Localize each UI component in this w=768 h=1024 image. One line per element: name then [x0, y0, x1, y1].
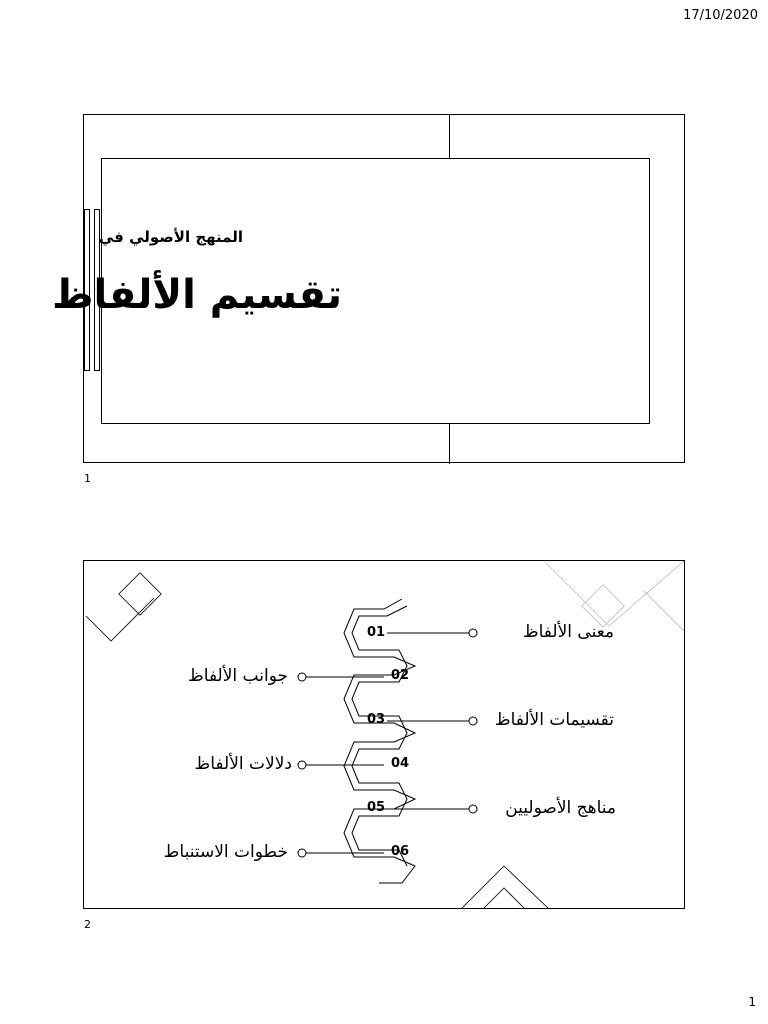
item-number-05: 05 — [366, 800, 386, 815]
item-label-03: تقسيمات الألفاظ — [494, 710, 614, 730]
item-label-01: معنى الألفاظ — [522, 622, 614, 642]
print-date: 17/10/2020 — [683, 8, 758, 23]
corner-decoration-top-right — [546, 561, 684, 631]
item-label-02: جوانب الألفاظ — [188, 666, 288, 686]
slide-2-number: 2 — [84, 918, 91, 931]
item-number-04: 04 — [390, 756, 410, 771]
item-number-01: 01 — [366, 625, 386, 640]
slide-1-divider-bottom — [449, 424, 450, 464]
slide-1-divider-top — [449, 114, 450, 158]
slide-2-frame — [83, 560, 685, 909]
item-number-03: 03 — [366, 712, 386, 727]
item-number-06: 06 — [390, 844, 410, 859]
corner-decoration-top-left — [86, 573, 161, 641]
item-label-05: مناهج الأصوليين — [505, 798, 616, 818]
page-number: 1 — [748, 995, 756, 1009]
corner-decoration-bottom — [460, 866, 550, 909]
slide-1-subtitle: المنهج الأصولي في — [98, 228, 243, 246]
slide-1-title: تقسيم الألفاظ — [52, 272, 342, 318]
timeline-path — [298, 599, 477, 883]
item-label-04: دلالات الألفاظ — [194, 754, 292, 774]
item-label-06: خطوات الاستنباط — [163, 842, 288, 862]
item-number-02: 02 — [390, 668, 410, 683]
slide-1-number: 1 — [84, 472, 91, 485]
